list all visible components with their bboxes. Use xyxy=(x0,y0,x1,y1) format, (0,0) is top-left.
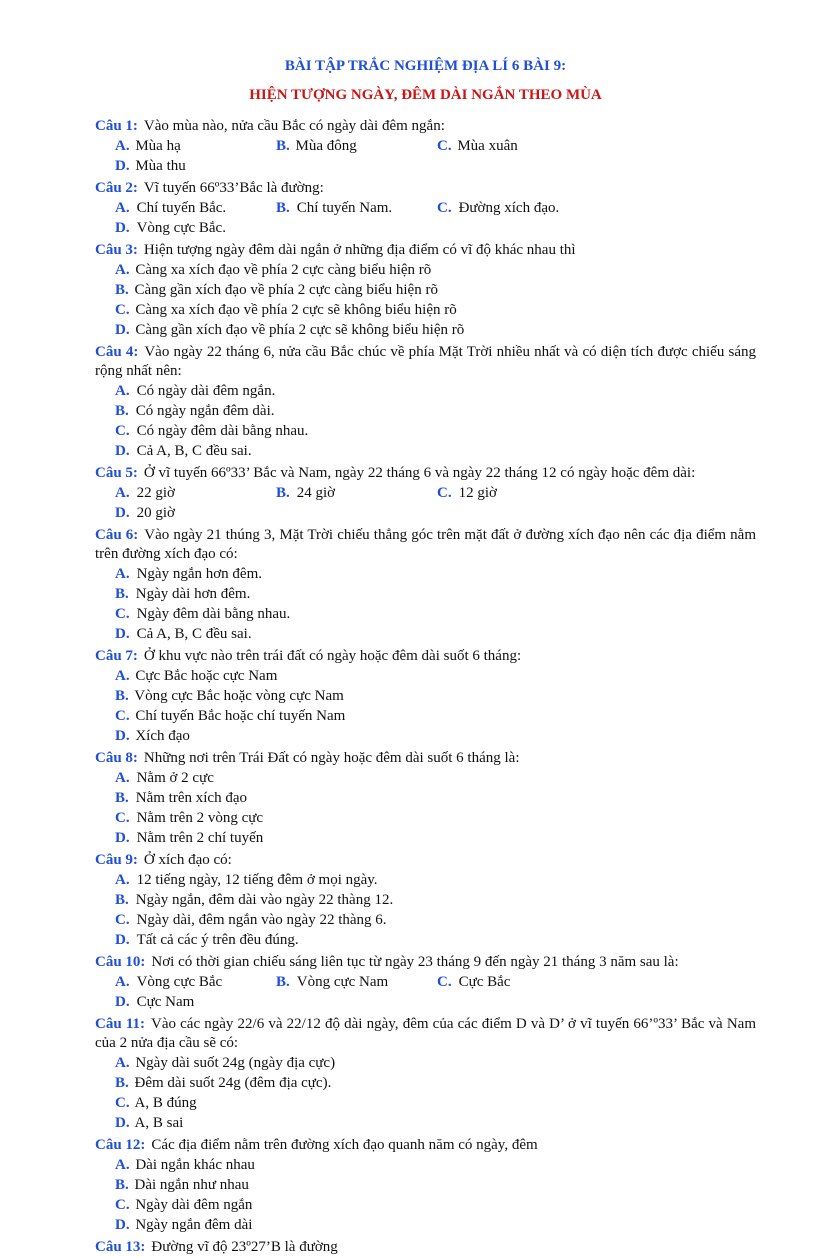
option-c: C. Cực Bắc xyxy=(437,974,511,990)
option-d: D. Càng gần xích đạo về phía 2 cực sẽ không biểu hiện rõ xyxy=(115,322,465,338)
option-a: A. Chí tuyến Bắc. xyxy=(115,200,227,216)
option-a: A. Nằm ở 2 cực xyxy=(115,770,214,786)
option-b: B. Mùa đông xyxy=(276,138,357,154)
option-b: B. Dài ngắn như nhau xyxy=(115,1177,249,1193)
options-10 xyxy=(95,972,756,1012)
options-12 xyxy=(95,1155,756,1235)
question-number: Câu 1: xyxy=(95,118,138,134)
option-d: D. Nằm trên 2 chí tuyến xyxy=(115,830,264,846)
question-11 xyxy=(95,1015,756,1053)
option-c: C. Ngày dài, đêm ngắn vào ngày 22 thàng 6. xyxy=(115,912,387,928)
question-4 xyxy=(95,343,756,381)
question-number: Câu 13: xyxy=(95,1239,146,1255)
option-c: C. 12 giờ xyxy=(437,485,497,501)
question-1 xyxy=(95,117,756,136)
option-a: A. Ngày ngắn hơn đêm. xyxy=(115,566,262,582)
question-number: Câu 8: xyxy=(95,750,138,766)
question-12 xyxy=(95,1136,756,1155)
options-1 xyxy=(95,136,756,176)
document-subtitle: HIỆN TƯỢNG NGÀY, ĐÊM DÀI NGẮN THEO MÙA xyxy=(249,87,602,103)
option-a: A. Dài ngắn khác nhau xyxy=(115,1157,255,1173)
option-b: B. Vòng cực Bắc hoặc vòng cực Nam xyxy=(115,688,344,704)
question-8 xyxy=(95,749,756,768)
option-c: C. Đường xích đạo. xyxy=(437,200,560,216)
question-number: Câu 12: xyxy=(95,1137,146,1153)
options-5 xyxy=(95,483,756,523)
option-b: B. Đêm dài suốt 24g (đêm địa cực). xyxy=(115,1075,332,1091)
question-text: Ở xích đạo có: xyxy=(143,852,232,868)
option-a: A. Có ngày dài đêm ngắn. xyxy=(115,383,276,399)
question-5 xyxy=(95,464,756,483)
question-number: Câu 4: xyxy=(95,344,139,360)
question-text: Vào ngày 22 tháng 6, nửa cầu Bắc chúc về phía Mặt Trời nhiều nhất và có diện tích được chiếu sáng rộng nhất nên: xyxy=(95,344,756,379)
option-b: B. 24 giờ xyxy=(276,485,336,501)
question-text: Vào ngày 21 thúng 3, Mặt Trời chiếu thẳng góc trên mặt đất ở đường xích đạo nên các địa điểm nằm trên đường xích đạo có: xyxy=(95,527,757,562)
question-number: Câu 11: xyxy=(95,1016,145,1032)
question-number: Câu 9: xyxy=(95,852,138,868)
option-c: C. Càng xa xích đạo về phía 2 cực sẽ không biểu hiện rõ xyxy=(115,302,457,318)
question-number: Câu 5: xyxy=(95,465,138,481)
option-d: D. A, B sai xyxy=(115,1115,184,1131)
question-9 xyxy=(95,851,756,870)
options-3 xyxy=(95,260,756,340)
option-b: B. Vòng cực Nam xyxy=(276,974,389,990)
option-d: D. Vòng cực Bắc. xyxy=(115,220,226,236)
option-b: B. Nằm trên xích đạo xyxy=(115,790,247,806)
question-6 xyxy=(95,526,756,564)
options-2 xyxy=(95,198,756,238)
document-title: BÀI TẬP TRẮC NGHIỆM ĐỊA LÍ 6 BÀI 9: xyxy=(284,58,567,74)
question-number: Câu 7: xyxy=(95,648,138,664)
option-d: D. Ngày ngắn đêm dài xyxy=(115,1217,253,1233)
option-c: C. A, B đúng xyxy=(115,1095,197,1111)
option-b: B. Chí tuyến Nam. xyxy=(276,200,393,216)
question-text: Các địa điểm nằm trên đường xích đạo quanh năm có ngày, đêm xyxy=(151,1137,538,1153)
options-9 xyxy=(95,870,756,950)
option-d: D. Cả A, B, C đều sai. xyxy=(115,626,252,642)
option-c: C. Ngày đêm dài bằng nhau. xyxy=(115,606,291,622)
option-c: C. Có ngày đêm dài bằng nhau. xyxy=(115,423,309,439)
question-number: Câu 2: xyxy=(95,180,138,196)
option-c: C. Mùa xuân xyxy=(437,138,518,154)
option-d: D. Tất cả các ý trên đều đúng. xyxy=(115,932,299,948)
question-number: Câu 6: xyxy=(95,527,139,543)
option-b: B. Có ngày ngắn đêm dài. xyxy=(115,403,275,419)
question-text: Nơi có thời gian chiếu sáng liên tục từ ngày 23 tháng 9 đến ngày 21 tháng 3 năm sau là: xyxy=(151,954,679,970)
options-7 xyxy=(95,666,756,746)
question-text: Những nơi trên Trái Đất có ngày hoặc đêm dài suốt 6 tháng là: xyxy=(143,750,520,766)
question-3 xyxy=(95,241,756,260)
question-10 xyxy=(95,953,756,972)
question-text: Vào các ngày 22/6 và 22/12 độ dài ngày, đêm của các điểm D và D’ ở vĩ tuyến 66’º33’ Bắc và Nam của 2 nửa địa cầu sẽ có: xyxy=(95,1016,757,1051)
option-c: C. Nằm trên 2 vòng cực xyxy=(115,810,264,826)
option-a: A. 12 tiếng ngày, 12 tiếng đêm ở mọi ngày. xyxy=(115,872,378,888)
question-number: Câu 10: xyxy=(95,954,146,970)
option-c: C. Chí tuyến Bắc hoặc chí tuyến Nam xyxy=(115,708,346,724)
question-number: Câu 3: xyxy=(95,242,138,258)
options-8 xyxy=(95,768,756,848)
question-text: Ở khu vực nào trên trái đất có ngày hoặc đêm dài suốt 6 tháng: xyxy=(143,648,522,664)
question-text: Đường vĩ độ 23º27’B là đường xyxy=(151,1239,338,1255)
option-c: C. Ngày dài đêm ngắn xyxy=(115,1197,253,1213)
question-text: Hiện tượng ngày đêm dài ngắn ở những địa điểm có vĩ độ khác nhau thì xyxy=(143,242,576,258)
option-a: A. Càng xa xích đạo về phía 2 cực càng biểu hiện rõ xyxy=(115,262,432,278)
question-text: Vĩ tuyến 66º33’Bắc là đường: xyxy=(143,180,324,196)
option-a: A. Ngày dài suốt 24g (ngày địa cực) xyxy=(115,1055,336,1071)
question-text: Vào mùa nào, nửa cầu Bắc có ngày dài đêm ngắn: xyxy=(143,118,445,134)
option-d: D. Xích đạo xyxy=(115,728,190,744)
option-b: B. Ngày ngắn, đêm dài vào ngày 22 thàng 12. xyxy=(115,892,394,908)
option-d: D. Cả A, B, C đều sai. xyxy=(115,443,252,459)
question-text: Ở vĩ tuyến 66º33’ Bắc và Nam, ngày 22 tháng 6 và ngày 22 tháng 12 có ngày hoặc đêm dài: xyxy=(143,465,696,481)
option-a: A. Cực Bắc hoặc cực Nam xyxy=(115,668,278,684)
option-a: A. 22 giờ xyxy=(115,485,175,501)
options-11 xyxy=(95,1053,756,1133)
question-13 xyxy=(95,1238,756,1257)
option-a: A. Mùa hạ xyxy=(115,138,181,154)
options-4 xyxy=(95,381,756,461)
question-2 xyxy=(95,179,756,198)
option-a: A. Vòng cực Bắc xyxy=(115,974,223,990)
option-b: B. Ngày dài hơn đêm. xyxy=(115,586,251,602)
question-7 xyxy=(95,647,756,666)
options-6 xyxy=(95,564,756,644)
option-d: D. 20 giờ xyxy=(115,505,175,521)
option-b: B. Càng gần xích đạo về phía 2 cực càng biểu hiện rõ xyxy=(115,282,438,298)
option-d: D. Cực Nam xyxy=(115,994,195,1010)
option-d: D. Mùa thu xyxy=(115,158,186,174)
